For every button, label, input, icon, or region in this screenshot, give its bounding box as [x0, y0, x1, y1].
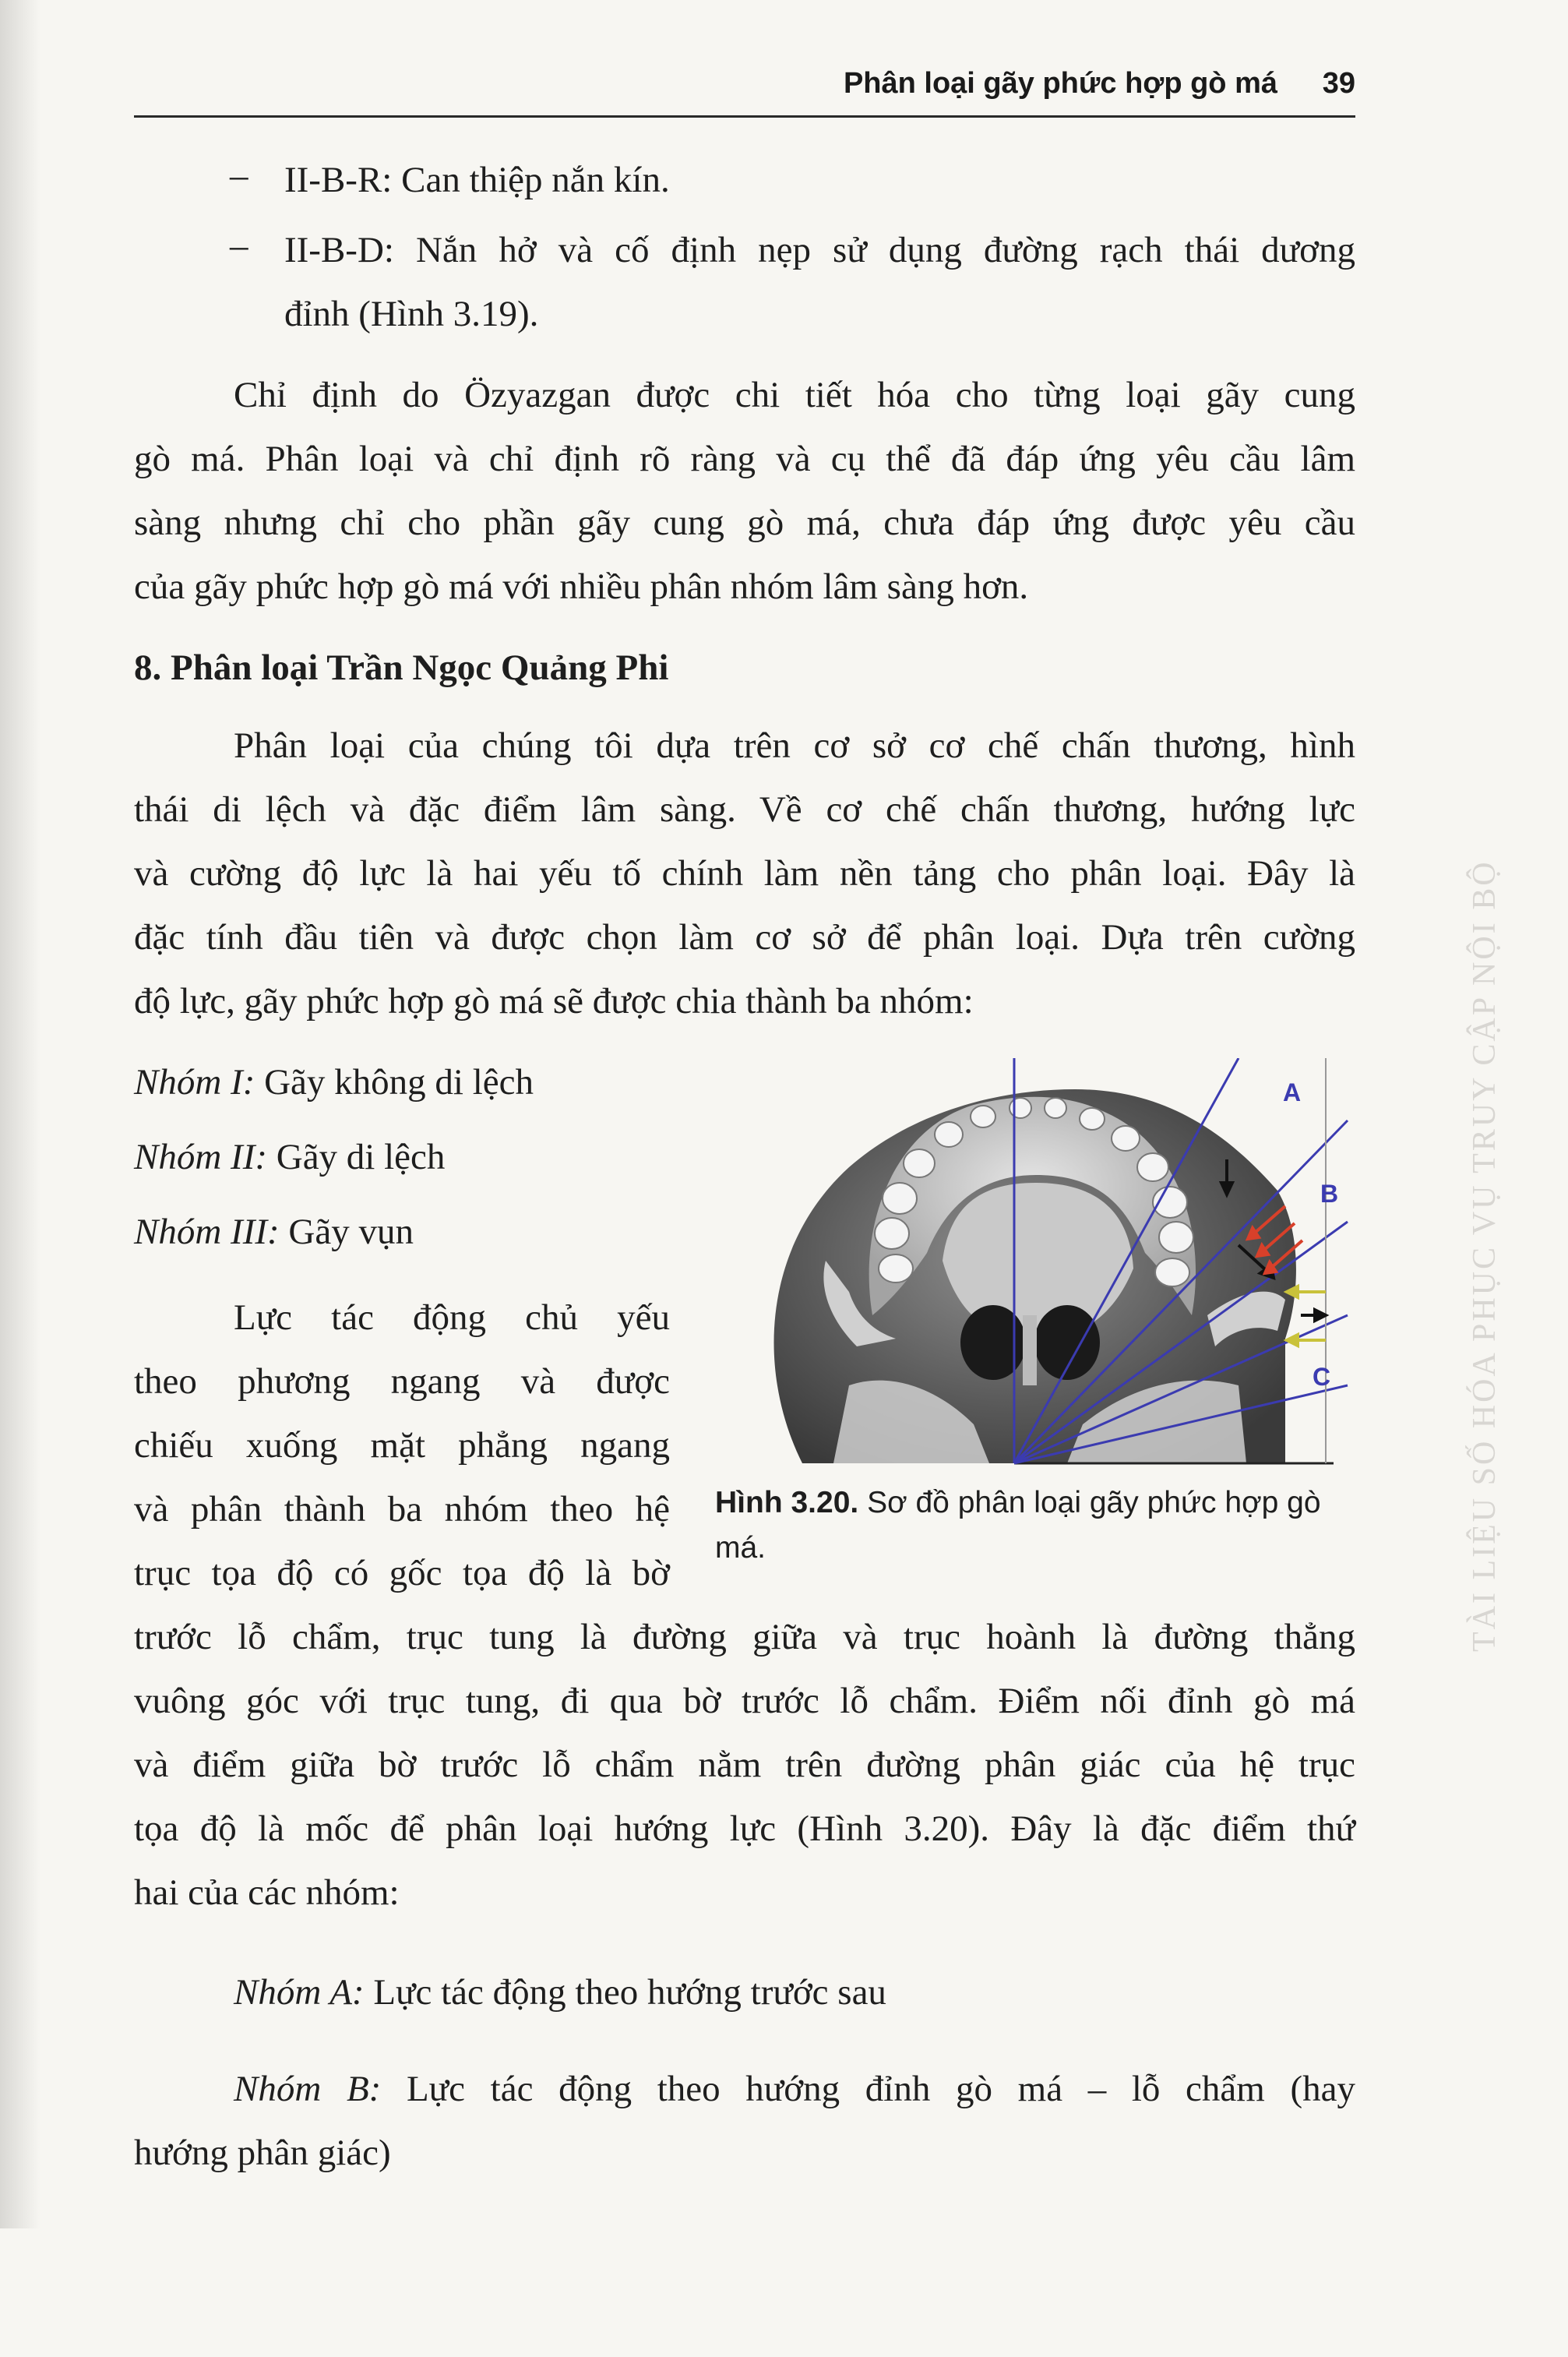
force-group-b-line1: Nhóm B: Lực tác động theo hướng đỉnh gò má – lỗ chẩm (hay [234, 2069, 1355, 2109]
vomer [1023, 1315, 1037, 1385]
list-item-2-line1: II-B-D: Nắn hở và cố định nẹp sử dụng đường rạch thái dương [284, 230, 1355, 270]
para3-line: trước lỗ chẩm, trục tung là đường giữa và trục hoành là đường thẳng [134, 1617, 1355, 1657]
para1-line: sàng nhưng chỉ cho phần gãy cung gò má, chưa đáp ứng được yêu cầu [134, 503, 1355, 543]
para3-line: trục tọa độ có gốc tọa độ là bờ [134, 1553, 670, 1593]
para1-line: gò má. Phân loại và chỉ định rõ ràng và cụ thể đã đáp ứng yêu cầu lâm [134, 439, 1355, 479]
para1-line: Chỉ định do Özyazgan được chi tiết hóa cho từng loại gãy cung [234, 375, 1355, 415]
para3-line: và điểm giữa bờ trước lỗ chẩm nằm trên đường phân giác của hệ trục [134, 1745, 1355, 1785]
para2-line: thái di lệch và đặc điểm lâm sàng. Về cơ chế chấn thương, hướng lực [134, 789, 1355, 830]
para3-line: Lực tác động chủ yếu [234, 1297, 670, 1338]
page-spine-shadow [0, 0, 41, 2228]
group-item: Nhóm III: Gãy vụn [134, 1212, 414, 1252]
group-item: Nhóm I: Gãy không di lệch [134, 1062, 534, 1103]
choana-left [960, 1305, 1026, 1380]
para2-line: và cường độ lực là hai yếu tố chính làm nền tảng cho phân loại. Đây là [134, 853, 1355, 894]
para2-line: độ lực, gãy phức hợp gò má sẽ được chia thành ba nhóm: [134, 981, 974, 1021]
running-header [134, 61, 1355, 118]
header-title: Phân loại gãy phức hợp gò má [843, 67, 1277, 100]
list-item-2-line2: đỉnh (Hình 3.19). [284, 294, 539, 334]
page-number: 39 [1322, 67, 1355, 100]
label-b: B [1320, 1180, 1339, 1208]
list-item-1: II-B-R: Can thiệp nắn kín. [284, 160, 670, 200]
list-dash: – [230, 155, 248, 196]
group-item: Nhóm II: Gãy di lệch [134, 1137, 446, 1177]
skull-diagram [740, 1058, 1355, 1471]
para3-line: và phân thành ba nhóm theo hệ [134, 1489, 670, 1530]
watermark: TÀI LIỆU SỐ HÓA PHỤC VỤ TRUY CẬP NỘI BỘ [1467, 859, 1503, 1652]
list-dash: – [230, 225, 248, 266]
para3-line: vuông góc với trục tung, đi qua bờ trước lỗ chẩm. Điểm nối đỉnh gò má [134, 1681, 1355, 1721]
force-group-b-line2: hướng phân giác) [134, 2133, 391, 2173]
para1-line: của gãy phức hợp gò má với nhiều phân nhóm lâm sàng hơn. [134, 566, 1029, 607]
figure-caption: Hình 3.20. Sơ đồ phân loại gãy phức hợp gò má. [715, 1486, 1321, 1565]
para2-line: đặc tính đầu tiên và được chọn làm cơ sở để phân loại. Dựa trên cường [134, 917, 1355, 958]
skull-diagram-figure [740, 1058, 1355, 1471]
para3-line: theo phương ngang và được [134, 1361, 670, 1402]
para3-line: chiếu xuống mặt phẳng ngang [134, 1425, 670, 1466]
para3-line: hai của các nhóm: [134, 1872, 400, 1913]
para2-line: Phân loại của chúng tôi dựa trên cơ sở cơ chế chấn thương, hình [234, 725, 1355, 766]
para3-line: tọa độ là mốc để phân loại hướng lực (Hình 3.20). Đây là đặc điểm thứ [134, 1808, 1355, 1849]
label-c: C [1313, 1363, 1331, 1391]
label-a: A [1283, 1078, 1302, 1106]
force-group-a: Nhóm A: Lực tác động theo hướng trước sau [234, 1972, 886, 2013]
section-heading: 8. Phân loại Trần Ngọc Quảng Phi [134, 647, 669, 688]
